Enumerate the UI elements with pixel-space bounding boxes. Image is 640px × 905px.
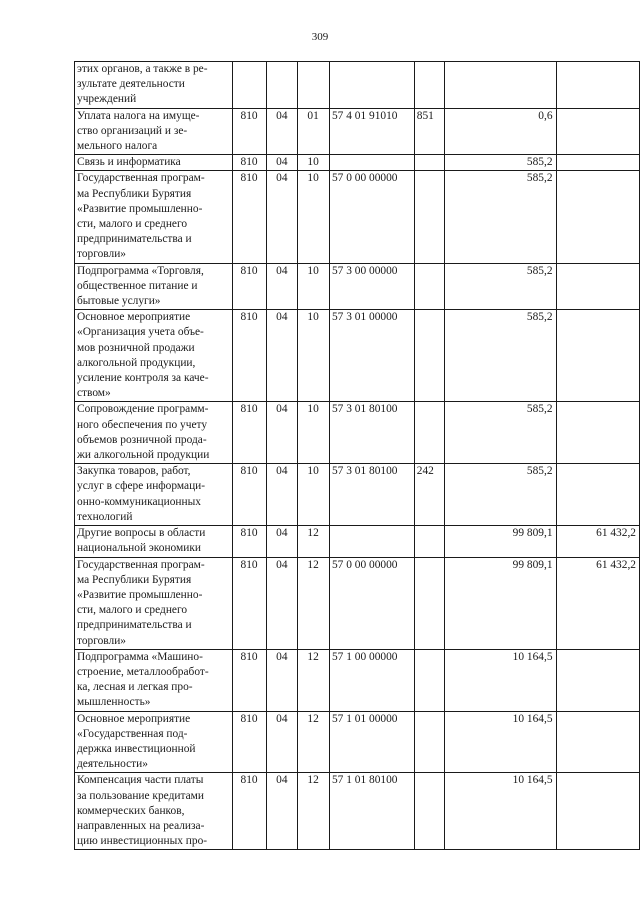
cell-amount-1: 585,2 [444, 155, 556, 171]
item-name-line: предпринимательства и [77, 619, 192, 632]
cell-amount-1: 99 809,1 [444, 526, 556, 557]
cell-expense-type [414, 310, 444, 402]
cell-item-name [75, 711, 233, 773]
cell-section: 04 [267, 649, 298, 711]
item-name-line: ством» [77, 387, 111, 400]
cell-grbs [232, 62, 267, 109]
cell-expense-type [414, 649, 444, 711]
cell-amount-2 [556, 108, 639, 155]
item-name-line: Уплата налога на имуще- [77, 109, 200, 122]
cell-subsection: 01 [298, 108, 330, 155]
item-name-line: Связь и информатика [77, 156, 181, 169]
item-name-line: мельного налога [77, 140, 158, 153]
item-name-line: общественное питание и [77, 279, 198, 292]
cell-item-name [75, 108, 233, 155]
cell-amount-1: 585,2 [444, 464, 556, 526]
cell-target-article: 57 3 01 80100 [329, 464, 414, 526]
cell-item-name [75, 464, 233, 526]
cell-item-name [75, 526, 233, 557]
cell-subsection: 12 [298, 557, 330, 649]
item-name-line: бытовые услуги» [77, 295, 161, 308]
cell-target-article: 57 0 00 00000 [329, 171, 414, 263]
cell-expense-type [414, 526, 444, 557]
cell-expense-type [414, 263, 444, 310]
cell-subsection: 12 [298, 711, 330, 773]
item-name-line: сти, малого и среднего [77, 218, 188, 231]
cell-amount-2 [556, 649, 639, 711]
cell-expense-type: 242 [414, 464, 444, 526]
item-name-line: предпринимательства и [77, 233, 192, 246]
cell-amount-1: 99 809,1 [444, 557, 556, 649]
cell-item-name [75, 649, 233, 711]
cell-target-article: 57 1 00 00000 [329, 649, 414, 711]
item-name-line: держка инвестиционной [77, 742, 196, 755]
table-row [75, 263, 640, 310]
cell-target-article: 57 3 00 00000 [329, 263, 414, 310]
cell-grbs: 810 [232, 711, 267, 773]
item-name-line: ма Республики Бурятия [77, 187, 192, 200]
item-name-line: «Организация учета объе- [77, 326, 204, 339]
page-number: 309 [311, 31, 329, 43]
item-name-line: за пользование кредитами [77, 789, 204, 802]
cell-expense-type [414, 773, 444, 850]
item-name-line: усиление контроля за каче- [77, 372, 209, 385]
cell-item-name [75, 171, 233, 263]
item-name-line: Подпрограмма «Машино- [77, 650, 203, 663]
cell-item-name [75, 310, 233, 402]
budget-table [74, 61, 640, 850]
item-name-line: ма Республики Бурятия [77, 573, 192, 586]
cell-expense-type [414, 557, 444, 649]
cell-section: 04 [267, 773, 298, 850]
cell-expense-type [414, 402, 444, 464]
item-name-line: цию инвестиционных про- [77, 835, 208, 848]
cell-amount-2 [556, 464, 639, 526]
table-row [75, 155, 640, 171]
cell-grbs: 810 [232, 263, 267, 310]
cell-section: 04 [267, 711, 298, 773]
cell-amount-1 [444, 62, 556, 109]
item-name-line: Государственная програм- [77, 558, 205, 571]
table-row [75, 711, 640, 773]
cell-grbs: 810 [232, 155, 267, 171]
table-row [75, 171, 640, 263]
cell-subsection: 10 [298, 263, 330, 310]
cell-grbs: 810 [232, 649, 267, 711]
item-name-line: Подпрограмма «Торговля, [77, 264, 204, 277]
cell-target-article: 57 0 00 00000 [329, 557, 414, 649]
cell-expense-type [414, 62, 444, 109]
cell-amount-2 [556, 155, 639, 171]
table-row [75, 526, 640, 557]
cell-item-name [75, 263, 233, 310]
item-name-line: строение, металлообработ- [77, 665, 209, 678]
cell-grbs: 810 [232, 310, 267, 402]
cell-subsection: 10 [298, 155, 330, 171]
item-name-line: Сопровождение программ- [77, 403, 209, 416]
item-name-line: объемов розничной прода- [77, 433, 207, 446]
cell-item-name [75, 773, 233, 850]
cell-amount-1: 10 164,5 [444, 711, 556, 773]
item-name-line: торговли» [77, 248, 127, 261]
cell-target-article [329, 62, 414, 109]
cell-section: 04 [267, 526, 298, 557]
item-name-line: Основное мероприятие [77, 311, 191, 324]
item-name-line: жи алкогольной продукции [77, 449, 210, 462]
cell-amount-1: 585,2 [444, 310, 556, 402]
cell-target-article [329, 155, 414, 171]
item-name-line: Основное мероприятие [77, 712, 191, 725]
table-row [75, 108, 640, 155]
table-row [75, 557, 640, 649]
cell-subsection: 10 [298, 402, 330, 464]
cell-amount-1: 10 164,5 [444, 773, 556, 850]
table-row [75, 62, 640, 109]
cell-amount-2 [556, 773, 639, 850]
item-name-line: коммерческих банков, [77, 804, 185, 817]
cell-section: 04 [267, 557, 298, 649]
cell-amount-1: 585,2 [444, 402, 556, 464]
cell-amount-2 [556, 171, 639, 263]
cell-amount-2 [556, 310, 639, 402]
cell-item-name [75, 155, 233, 171]
cell-expense-type [414, 171, 444, 263]
cell-target-article: 57 1 01 00000 [329, 711, 414, 773]
item-name-line: Компенсация части платы [77, 774, 204, 787]
cell-section: 04 [267, 310, 298, 402]
cell-target-article: 57 3 01 80100 [329, 402, 414, 464]
cell-grbs: 810 [232, 402, 267, 464]
table-row [75, 402, 640, 464]
cell-grbs: 810 [232, 557, 267, 649]
cell-subsection: 10 [298, 171, 330, 263]
item-name-line: услуг в сфере информаци- [77, 480, 206, 493]
item-name-line: учреждений [77, 93, 137, 106]
cell-amount-1: 585,2 [444, 171, 556, 263]
cell-item-name [75, 402, 233, 464]
cell-grbs: 810 [232, 773, 267, 850]
item-name-line: ного обеспечения по учету [77, 418, 208, 431]
cell-subsection [298, 62, 330, 109]
item-name-line: Другие вопросы в области [77, 527, 206, 540]
cell-amount-2 [556, 263, 639, 310]
item-name-line: онно-коммуникационных [77, 495, 201, 508]
cell-item-name [75, 557, 233, 649]
cell-grbs: 810 [232, 526, 267, 557]
cell-grbs: 810 [232, 108, 267, 155]
cell-amount-2 [556, 711, 639, 773]
cell-target-article [329, 526, 414, 557]
cell-section: 04 [267, 155, 298, 171]
item-name-line: ка, лесная и легкая про- [77, 681, 193, 694]
cell-grbs: 810 [232, 171, 267, 263]
cell-section [267, 62, 298, 109]
cell-subsection: 12 [298, 649, 330, 711]
cell-subsection: 12 [298, 526, 330, 557]
item-name-line: торговли» [77, 634, 127, 647]
item-name-line: алкогольной продукции, [77, 356, 196, 369]
cell-expense-type: 851 [414, 108, 444, 155]
cell-section: 04 [267, 402, 298, 464]
cell-grbs: 810 [232, 464, 267, 526]
cell-amount-1: 0,6 [444, 108, 556, 155]
item-name-line: Государственная програм- [77, 172, 205, 185]
item-name-line: направленных на реализа- [77, 819, 205, 832]
item-name-line: этих органов, а также в ре- [77, 63, 208, 75]
cell-target-article: 57 4 01 91010 [329, 108, 414, 155]
cell-expense-type [414, 711, 444, 773]
cell-target-article: 57 1 01 80100 [329, 773, 414, 850]
item-name-line: зультате деятельности [77, 78, 185, 91]
cell-subsection: 10 [298, 464, 330, 526]
item-name-line: деятельности» [77, 758, 148, 771]
table-row [75, 464, 640, 526]
item-name-line: «Развитие промышленно- [77, 588, 203, 601]
cell-subsection: 10 [298, 310, 330, 402]
cell-section: 04 [267, 263, 298, 310]
cell-section: 04 [267, 171, 298, 263]
cell-amount-2: 61 432,2 [556, 557, 639, 649]
item-name-line: национальной экономики [77, 542, 201, 555]
cell-amount-2 [556, 402, 639, 464]
cell-amount-2: 61 432,2 [556, 526, 639, 557]
cell-subsection: 12 [298, 773, 330, 850]
item-name-line: технологий [77, 510, 133, 523]
cell-expense-type [414, 155, 444, 171]
item-name-line: сти, малого и среднего [77, 604, 188, 617]
cell-section: 04 [267, 108, 298, 155]
item-name-line: «Государственная под- [77, 727, 188, 740]
table-row [75, 310, 640, 402]
item-name-line: «Развитие промышленно- [77, 202, 203, 215]
item-name-line: мов розничной продажи [77, 341, 195, 354]
cell-amount-1: 585,2 [444, 263, 556, 310]
cell-amount-1: 10 164,5 [444, 649, 556, 711]
item-name-line: ство организаций и зе- [77, 124, 188, 137]
cell-target-article: 57 3 01 00000 [329, 310, 414, 402]
item-name-line: мышленность» [77, 696, 151, 709]
table-row [75, 773, 640, 850]
cell-amount-2 [556, 62, 639, 109]
cell-section: 04 [267, 464, 298, 526]
table-row [75, 649, 640, 711]
item-name-line: Закупка товаров, работ, [77, 465, 191, 478]
cell-item-name [75, 62, 233, 109]
